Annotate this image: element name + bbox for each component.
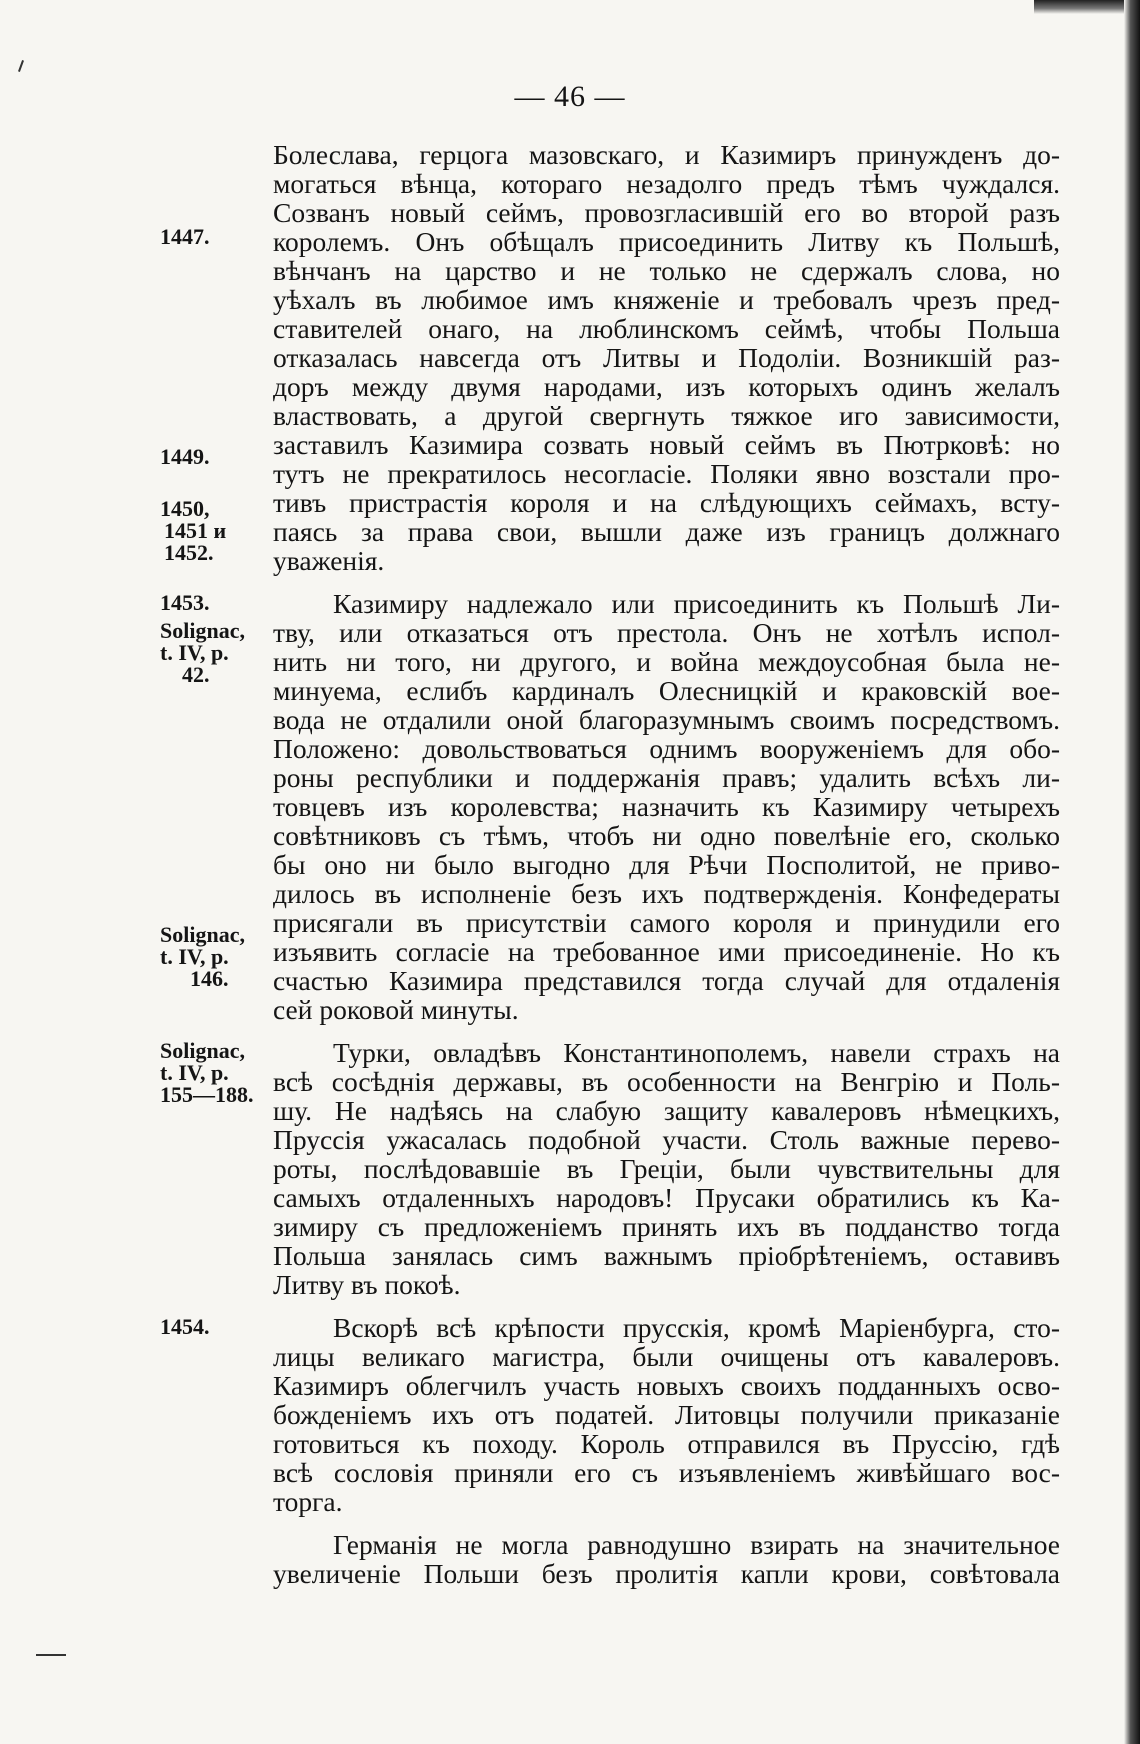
text-line: лицы великаго магистра, были очищены отъ кавалеровъ. [273,1341,1060,1372]
margin-note: 1450, 1451 и 1452. [160,496,227,565]
text-line: уваженія. [273,545,385,576]
text-line: уѣхалъ въ любимое имъ княженіе и требовалъ чрезъ пред- [273,284,1060,315]
text-line: готовиться къ походу. Король отправился въ Пруссію, гдѣ [273,1428,1060,1459]
text-line: минуема, еслибъ кардиналъ Олесницкій и краковскій вое- [273,675,1060,706]
page-number: — 46 — [514,80,626,113]
text-line: торга. [273,1486,343,1517]
text-line: счастью Казимира представился тогда случай для отдаленія [273,965,1060,996]
text-line: присягали въ присутствіи самого короля и принудили его [273,907,1060,938]
text-line: доръ между двумя народами, изъ которыхъ одинъ желалъ [273,371,1060,402]
scan-corner-mark [1034,0,1124,14]
text-line: сей роковой минуты. [273,994,519,1025]
text-line: Казимиру надлежало или присоединить къ Польшѣ Ли- [333,588,1060,619]
text-line: тивъ пристрастія короля и на слѣдующихъ сеймахъ, всту- [273,487,1060,518]
text-line: бы оно ни было выгодно для Рѣчи Посполитой, не приво- [273,849,1060,880]
text-line: шу. Не надѣясь на слабую защиту кавалеровъ нѣмецкихъ, [273,1095,1060,1126]
text-line: самыхъ отдаленныхъ народовъ! Прусаки обратились къ Ка- [273,1182,1060,1213]
text-line: заставилъ Казимира созвать новый сеймъ въ Пютрковѣ: но [273,429,1060,460]
text-line: ставителей онаго, на люблинскомъ сеймѣ, чтобы Польша [273,313,1060,344]
text-line: Созванъ новый сеймъ, провозгласившій его во второй разъ [273,197,1060,228]
scan-edge-tick [18,60,24,72]
margin-note: 1454. [160,1314,210,1339]
text-line: тутъ не прекратилось несогласіе. Поляки явно возстали про- [273,458,1060,489]
text-line: роны республики и поддержанія правъ; удалить всѣхъ ли- [273,762,1060,793]
text-line: Положено: довольствоваться однимъ вооруженіемъ для обо- [273,733,1060,764]
text-line: Германія не могла равнодушно взирать на значительное [333,1529,1060,1560]
text-line: совѣтниковъ съ тѣмъ, чтобъ ни одно повелѣніе его, сколько [273,820,1060,851]
text-line: дилось въ исполненіе безъ ихъ подтвержденія. Конфедераты [273,878,1060,909]
margin-note: 1453. [160,590,210,615]
text-line: Болеслава, герцога мазовскаго, и Казимиръ принужденъ до- [273,139,1060,170]
text-line: могаться вѣнца, котораго незадолго предъ тѣмъ чуждался. [273,168,1060,199]
text-line: нить ни того, ни другого, и война междоусобная была не- [273,646,1060,677]
text-line: роты, послѣдовавшіе въ Греціи, были чувствительны для [273,1153,1060,1184]
text-line: вода не отдалили оной благоразумнымъ своимъ посредствомъ. [273,704,1060,735]
text-line: тву, или отказаться отъ престола. Онъ не хотѣлъ испол- [273,617,1060,648]
margin-note: Solignac, t. IV, p. 42. [160,618,245,687]
margin-note: 1447. [160,224,210,249]
text-line: товцевъ изъ королевства; назначить къ Казимиру четырехъ [273,791,1060,822]
text-line: Турки, овладѣвъ Константинополемъ, навели страхъ на [333,1037,1060,1068]
text-line: всѣ сосѣднія державы, въ особенности на Венгрію и Поль- [273,1066,1060,1097]
text-line: королемъ. Онъ обѣщалъ присоединить Литву къ Польшѣ, [273,226,1060,257]
margin-note: Solignac, t. IV, p. 146. [160,922,245,991]
text-line: паясь за права свои, вышли даже изъ границъ должнаго [273,516,1060,547]
text-line: зимиру съ предложеніемъ принять ихъ въ подданство тогда [273,1211,1060,1242]
scan-edge-dash [36,1654,66,1656]
text-line: Польша занялась симъ важнымъ пріобрѣтеніемъ, оставивъ [273,1240,1060,1271]
text-line: божденіемъ ихъ отъ податей. Литовцы получили приказаніе [273,1399,1060,1430]
text-line: Литву въ покоѣ. [273,1269,461,1300]
text-line: увеличеніе Польши безъ пролитія капли крови, совѣтовала [273,1558,1060,1589]
text-line: Вскорѣ всѣ крѣпости прусскія, кромѣ Маріенбурга, сто- [333,1312,1060,1343]
text-line: властвовать, а другой свергнуть тяжкое иго зависимости, [273,400,1060,431]
text-line: изъявить согласіе на требованное ими присоединеніе. Но къ [273,936,1060,967]
text-line: Казимиръ облегчилъ участь новыхъ своихъ подданныхъ осво- [273,1370,1060,1401]
margin-note: 1449. [160,444,210,469]
text-line: Пруссія ужасалась подобной участи. Столь важные перево- [273,1124,1060,1155]
text-line: вѣнчанъ на царство и не только не сдержалъ слова, но [273,255,1060,286]
scan-edge-shadow [1124,0,1140,1744]
text-line: отказалась навсегда отъ Литвы и Подоліи. Возникшій раз- [273,342,1060,373]
margin-note: Solignac, t. IV, p. 155—188. [160,1038,254,1107]
text-line: всѣ сословія приняли его съ изъявленіемъ живѣйшаго вос- [273,1457,1060,1488]
